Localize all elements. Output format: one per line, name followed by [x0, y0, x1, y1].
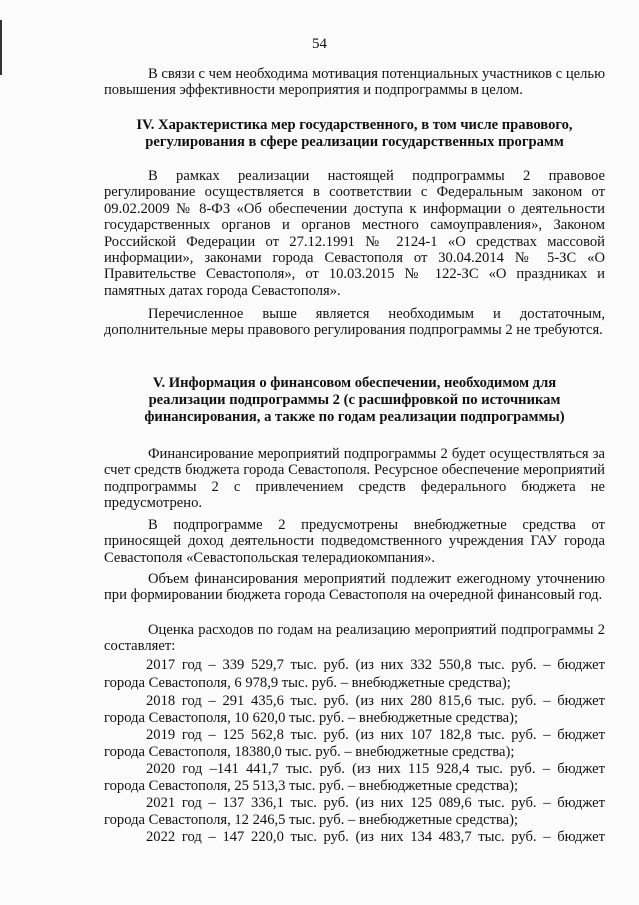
section4-heading-line1: IV. Характеристика мер государственного, в том числе правового,	[136, 117, 573, 133]
year-2020-line2: города Севастополя, 25 513,3 тыс. руб. – внебюджетные средства);	[104, 778, 519, 794]
section4-heading-line2: регулирования в сфере реализации государственных программ	[145, 133, 564, 150]
section4-heading	[104, 117, 605, 151]
year-2018-line2: города Севастополя, 10 620,0 тыс. руб. – внебюджетные средства);	[104, 710, 519, 726]
section5-paragraph1: Финансирование мероприятий подпрограммы 2 будет осуществляться за счет средств бюджета города Севастополя. Ресурсное обеспечение мероприятий подпрограммы 2 с привлечением средств федерального бюджета не предусмотрено.	[104, 446, 605, 512]
intro-paragraph: В связи с чем необходима мотивация потенциальных участников с целью повышения эффективности мероприятия и подпрограммы в целом.	[104, 66, 605, 99]
year-2017-line1: 2017 год – 339 529,7 тыс. руб. (из них 332 550,8 тыс. руб. – бюджет	[146, 657, 605, 673]
year-2019-line2: города Севастополя, 18380,0 тыс. руб. – внебюджетные средства);	[104, 744, 515, 760]
year-2020-line1: 2020 год –141 441,7 тыс. руб. (из них 115 928,4 тыс. руб. – бюджет	[146, 761, 605, 777]
year-2021-line2: города Севастополя, 12 246,5 тыс. руб. – внебюджетные средства);	[104, 812, 519, 828]
year-2018-line1: 2018 год – 291 435,6 тыс. руб. (из них 280 815,6 тыс. руб. – бюджет	[146, 693, 605, 709]
section5-heading-line2: реализации подпрограммы 2 (с расшифровкой по источникам	[148, 391, 561, 408]
year-2019-line1: 2019 год – 125 562,8 тыс. руб. (из них 107 182,8 тыс. руб. – бюджет	[146, 727, 605, 743]
section5-heading-line3: финансирования, а также по годам реализации подпрограммы)	[144, 408, 565, 425]
section4-paragraph1: В рамках реализации настоящей подпрограммы 2 правовое регулирование осуществляется в соответствии с Федеральным законом от 09.02.2009 № 8-ФЗ «Об обеспечении доступа к информации о деятельности государственных органов и органов местного самоуправления», Законом Российской Федерации от 27.12.1991 № 2124-1 «О средствах массовой информации», законами города Севастополя от 30.04.2014 № 5-ЗС «О Правительстве Севастополя», от 10.03.2015 № 122-ЗС «О праздниках и памятных датах города Севастополя».	[104, 168, 605, 299]
year-2017-line2: города Севастополя, 6 978,9 тыс. руб. – внебюджетные средства);	[104, 675, 511, 691]
section5-heading	[104, 375, 605, 425]
section4-paragraph2: Перечисленное выше является необходимым и достаточным, дополнительные меры правового регулирования подпрограммы 2 не требуются.	[104, 306, 605, 339]
year-2021-line1: 2021 год – 137 336,1 тыс. руб. (из них 125 089,6 тыс. руб. – бюджет	[146, 795, 605, 811]
section5-heading-line1: V. Информация о финансовом обеспечении, необходимом для	[152, 375, 557, 391]
section5-paragraph3: Объем финансирования мероприятий подлежит ежегодному уточнению при формировании бюджета города Севастополя на очередной финансовый год.	[104, 571, 605, 604]
page-number: 54	[312, 36, 327, 52]
section5-paragraph2: В подпрограмме 2 предусмотрены внебюджетные средства от приносящей доход деятельности подведомственного учреждения ГАУ города Севастополя «Севастопольская телерадиокомпания».	[104, 517, 605, 566]
section5-paragraph4: Оценка расходов по годам на реализацию мероприятий подпрограммы 2 составляет:	[104, 622, 605, 655]
year-2022-line1: 2022 год – 147 220,0 тыс. руб. (из них 134 483,7 тыс. руб. – бюджет	[146, 829, 605, 845]
